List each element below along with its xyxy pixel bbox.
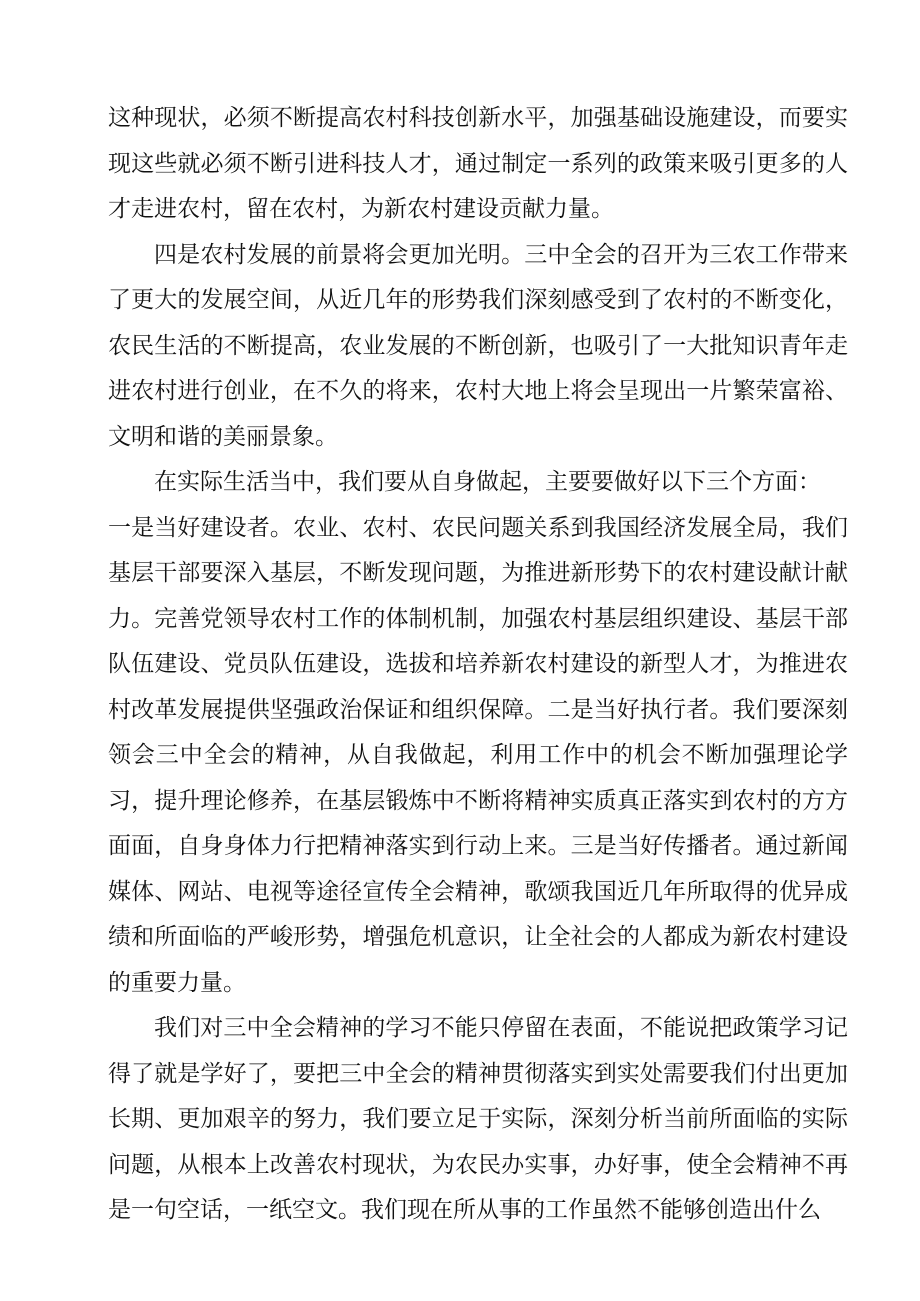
paragraph-1: 这种现状，必须不断提高农村科技创新水平，加强基础设施建设，而要实现这些就必须不断引进科技人才，通过制定一系列的政策来吸引更多的人才走进农村，留在农村，为新农村建设贡献力量。: [108, 105, 848, 222]
paragraph-2: 四是农村发展的前景将会更加光明。三中全会的召开为三农工作带来了更大的发展空间，从近几年的形势我们深刻感受到了农村的不断变化，农民生活的不断提高，农业发展的不断创新，也吸引了一大批知识青年走进农村进行创业，在不久的将来，农村大地上将会呈现出一片繁荣富裕、文明和谐的美丽景象。: [108, 241, 848, 450]
paragraph-3: 在实际生活当中，我们要从自身做起，主要要做好以下三个方面：: [154, 469, 821, 495]
paragraph-4: 一是当好建设者。农业、农村、农民问题关系到我国经济发展全局，我们基层干部要深入基层，不断发现问题，为推进新形势下的农村建设献计献力。完善党领导农村工作的体制机制，加强农村基层组织建设、基层干部队伍建设、党员队伍建设，选拔和培养新农村建设的新型人才，为推进农村改革发展提供坚强政治保证和组织保障。二是当好执行者。我们要深刻领会三中全会的精神，从自我做起，利用工作中的机会不断加强理论学习，提升理论修养，在基层锻炼中不断将精神实质真正落实到农村的方方面面，自身身体力行把精神落实到行动上来。三是当好传播者。通过新闻媒体、网站、电视等途径宣传全会精神，歌颂我国近几年所取得的优异成绩和所面临的严峻形势，增强危机意识，让全社会的人都成为新农村建设的重要力量。: [108, 514, 848, 996]
document-body: [108, 96, 848, 1234]
paragraph-5: 我们对三中全会精神的学习不能只停留在表面，不能说把政策学习记得了就是学好了，要把三中全会的精神贯彻落实到实处需要我们付出更加长期、更加艰辛的努力，我们要立足于实际，深刻分析当前所面临的实际问题，从根本上改善农村现状，为农民办实事，办好事，使全会精神不再是一句空话，一纸空文。我们现在所从事的工作虽然不能够创造出什么: [108, 1015, 848, 1223]
